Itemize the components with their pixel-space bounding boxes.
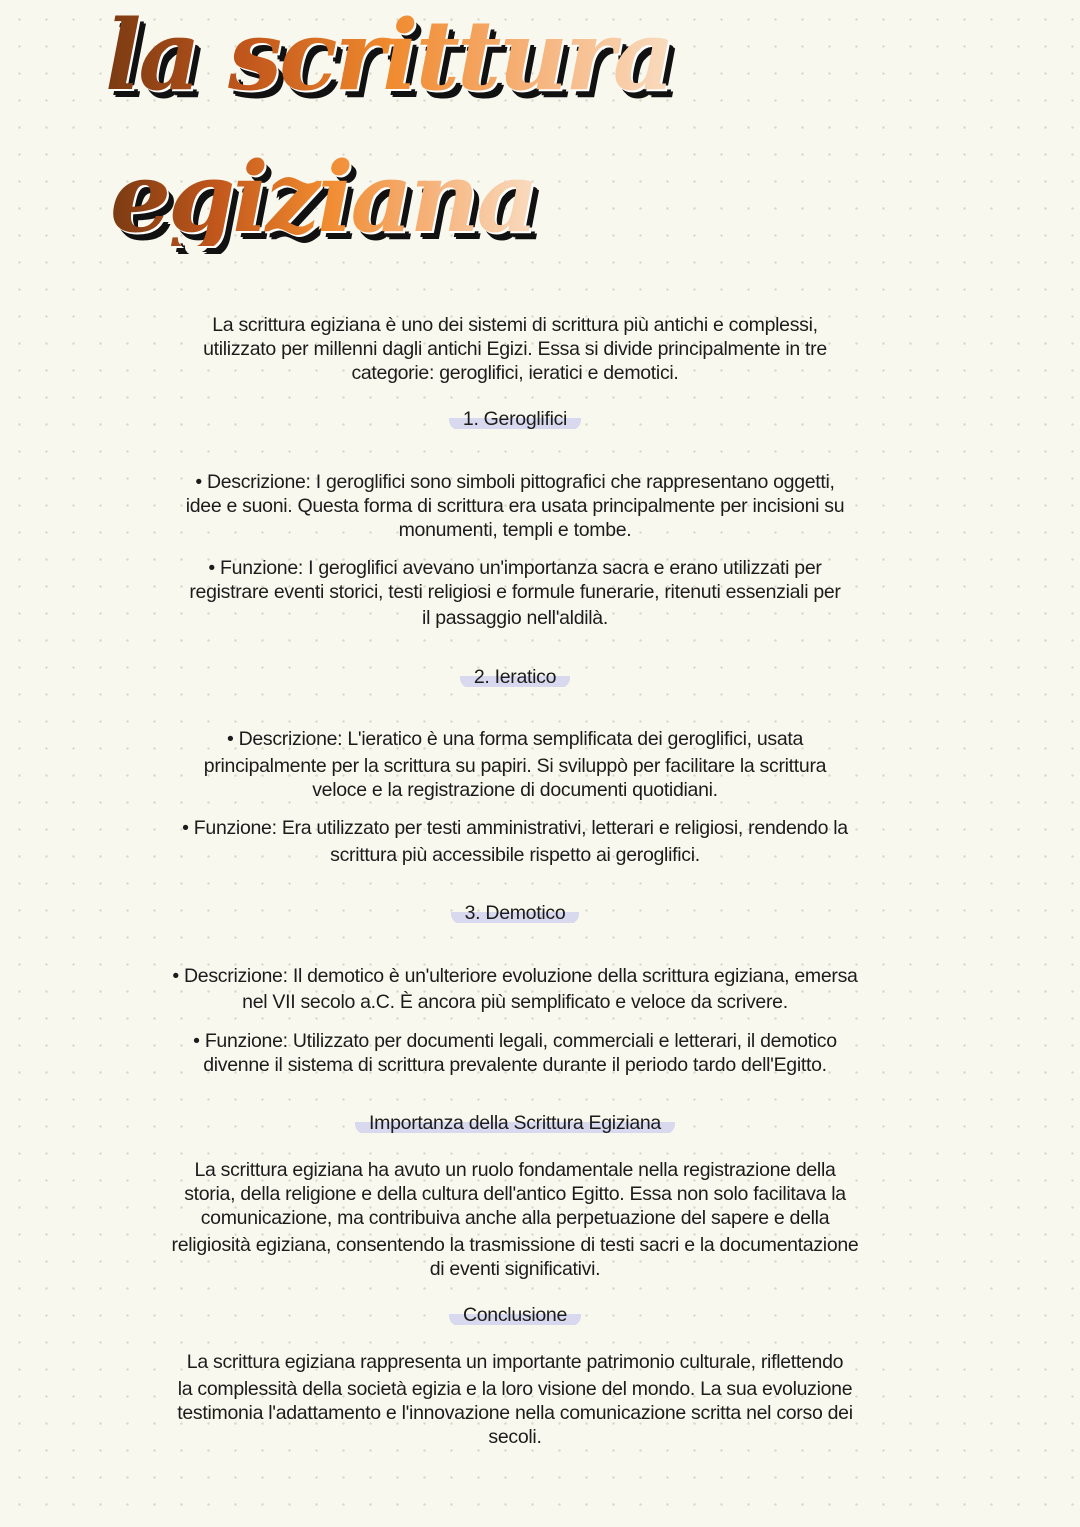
text-line: • Descrizione: Il demotico è un'ulteriore evoluzione della scrittura egiziana, emersa — [172, 965, 858, 987]
text-line: registrare eventi storici, testi religiosi e formule funerarie, ritenuti essenziali per — [189, 581, 841, 603]
text-line: la complessità della società egizia e la loro visione del mondo. La sua evoluzione — [177, 1378, 853, 1400]
text-line: veloce e la registrazione di documenti quotidiani. — [312, 779, 718, 801]
text-line: • Funzione: Utilizzato per documenti legali, commerciali e letterari, il demotico — [193, 1030, 837, 1052]
section-heading: 3. Demotico — [451, 902, 580, 924]
text-line: il passaggio nell'aldilà. — [422, 607, 608, 629]
section-heading: Conclusione — [449, 1304, 581, 1326]
text-line: La scrittura egiziana rappresenta un importante patrimonio culturale, riflettendo — [186, 1351, 844, 1373]
intro-line: utilizzato per millenni dagli antichi Egizi. Essa si divide principalmente in tre — [203, 338, 827, 360]
text-line: divenne il sistema di scrittura prevalente durante il periodo tardo dell'Egitto. — [203, 1054, 827, 1076]
text-line: idee e suoni. Questa forma di scrittura era usata principalmente per incisioni su — [185, 495, 845, 517]
text-line: religiosità egiziana, consentendo la trasmissione di testi sacri e la documentazione — [171, 1234, 859, 1256]
intro-line: categorie: geroglifici, ieratici e demotici. — [351, 362, 679, 384]
section-heading: 1. Geroglifici — [449, 408, 581, 430]
text-line: scrittura più accessibile rispetto ai geroglifici. — [330, 844, 700, 866]
text-line: • Funzione: I geroglifici avevano un'importanza sacra e erano utilizzati per — [208, 557, 822, 579]
section-heading: 2. Ieratico — [460, 666, 570, 688]
text-line: La scrittura egiziana ha avuto un ruolo fondamentale nella registrazione della — [194, 1159, 836, 1181]
text-line: principalmente per la scrittura su papiri. Si sviluppò per facilitare la scrittura — [203, 755, 827, 777]
intro-line: La scrittura egiziana è uno dei sistemi di scrittura più antichi e complessi, — [212, 314, 818, 336]
text-line: monumenti, templi e tombe. — [398, 519, 632, 541]
text-line: storia, della religione e della cultura dell'antico Egitto. Essa non solo facilitava la — [184, 1183, 846, 1205]
title-line-1: la scrittura — [105, 0, 672, 112]
text-line: secoli. — [488, 1426, 542, 1448]
section-heading: Importanza della Scrittura Egiziana — [355, 1112, 675, 1134]
text-line: testimonia l'adattamento e l'innovazione nella comunicazione scritta nel corso dei — [177, 1402, 853, 1424]
text-line: • Descrizione: I geroglifici sono simboli pittografici che rappresentano oggetti, — [195, 471, 835, 493]
text-line: • Descrizione: L'ieratico è una forma semplificata dei geroglifici, usata — [226, 728, 804, 750]
title-line-2: egiziana — [110, 141, 536, 254]
text-line: comunicazione, ma contribuiva anche alla perpetuazione del sapere e della — [200, 1207, 830, 1229]
text-line: • Funzione: Era utilizzato per testi amministrativi, letterari e religiosi, rendendo la — [182, 817, 848, 839]
text-line: nel VII secolo a.C. È ancora più semplificato e veloce da scrivere. — [242, 991, 788, 1013]
text-line: di eventi significativi. — [429, 1258, 601, 1280]
